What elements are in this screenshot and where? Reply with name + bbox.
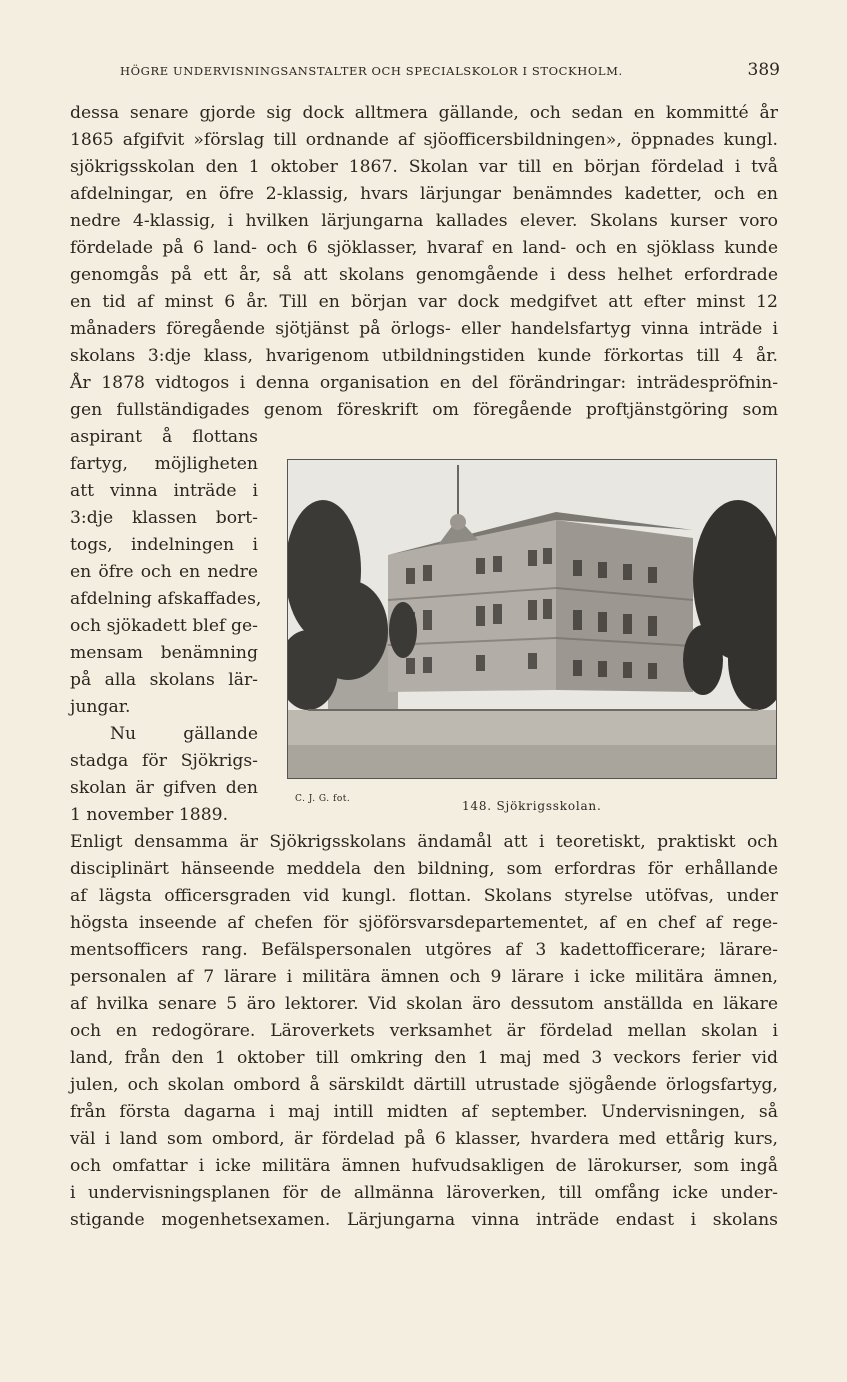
text-line: aspirant å flottans [70, 427, 258, 447]
text-line: julen, och skolan ombord å särskildt därtill utrustade sjögående örlogsfartyg, [70, 1075, 778, 1095]
text-line: nedre 4-klassig, i hvilken lärjungarna kallades elever. Skolans kurser voro [70, 211, 778, 231]
text-line: mensam benämning [70, 643, 258, 663]
text-line: sjökrigsskolan den 1 oktober 1867. Skolan var till en början fördelad i två [70, 157, 778, 177]
text-line: af lägsta officersgraden vid kungl. flottan. Skolans styrelse utöfvas, under [70, 886, 778, 906]
text-line: att vinna inträde i [70, 481, 258, 501]
text-line: högsta inseende af chefen för sjöförsvarsdepartementet, af en chef af rege- [70, 913, 778, 933]
text-line: afdelning afskaffades, [70, 589, 262, 609]
text-line: skolans 3:dje klass, hvarigenom utbildningstiden kunde förkortas till 4 år. [70, 346, 778, 366]
text-line [70, 1234, 778, 1261]
text-line: jungar. [70, 697, 131, 717]
text-line: personalen af 7 lärare i militära ämnen och 9 lärare i icke militära ämnen, [70, 967, 778, 987]
photo-credit: C. J. G. fot. [295, 794, 351, 804]
text-line: dessa senare gjorde sig dock alltmera gällande, och sedan en kommitté år [70, 103, 778, 123]
text-line: afdelningar, en öfre 2-klassig, hvars lärjungar benämndes kadetter, och en [70, 184, 778, 204]
text-line: fartyg, möjligheten [70, 454, 258, 474]
text-line: 3:dje klassen bort- [70, 508, 258, 528]
text-line: genomgås på ett år, så att skolans genomgående i dess helhet erfordrade [70, 265, 778, 285]
text-line: stigande mogenhetsexamen. Lärjungarna vinna inträde endast i skolans [70, 1210, 778, 1230]
text-line: väl i land som ombord, är fördelad på 6 klasser, hvardera med ettårig kurs, [70, 1129, 778, 1149]
running-header [120, 60, 780, 80]
text-line: 1 november 1889. [70, 805, 229, 825]
text-line: togs, indelningen i [70, 535, 258, 555]
text-line: och omfattar i icke militära ämnen hufvudsakligen de lärokurser, som ingå [70, 1156, 778, 1176]
figure-caption: 148. Sjökrigsskolan. [462, 799, 602, 813]
text-line: och en redogörare. Läroverkets verksamhet är fördelad mellan skolan i [70, 1021, 778, 1041]
text-line: och sjökadett blef ge- [70, 616, 258, 636]
text-line: gen fullständigades genom föreskrift om föregående proftjänstgöring som [70, 400, 778, 420]
text-line: en tid af minst 6 år. Till en början var dock medgifvet att efter minst 12 [70, 292, 778, 312]
text-line: af hvilka senare 5 äro lektorer. Vid skolan äro dessutom anställda en läkare [70, 994, 778, 1014]
text-line: fördelade på 6 land- och 6 sjöklasser, hvaraf en land- och en sjöklass kunde [70, 238, 778, 258]
text-line: från första dagarna i maj intill midten af september. Undervisningen, så [70, 1102, 778, 1122]
text-line: 1865 afgifvit »förslag till ordnande af sjöofficersbildningen», öppnades kungl. [70, 130, 778, 150]
page-number: 389 [747, 60, 780, 80]
building-photo [287, 459, 777, 779]
text-line: Nu gällande [110, 724, 258, 744]
text-line: År 1878 vidtogos i denna organisation en del förändringar: inträdespröfnin- [70, 373, 778, 393]
text-line: disciplinärt hänseende meddela den bildning, som erfordras för erhållande [70, 859, 778, 879]
text-line: land, från den 1 oktober till omkring den 1 maj med 3 veckors ferier vid [70, 1048, 778, 1068]
text-line: mentsofficers rang. Befälspersonalen utgöres af 3 kadettofficerare; lärare- [70, 940, 778, 960]
text-line: på alla skolans lär- [70, 670, 258, 690]
text-line: en öfre och en nedre [70, 562, 258, 582]
text-line: månaders föregående sjötjänst på örlogs- eller handelsfartyg vinna inträde i [70, 319, 778, 339]
text-line: skolan är gifven den [70, 778, 258, 798]
text-line: i undervisningsplanen för de allmänna läroverken, till omfång icke under- [70, 1183, 778, 1203]
text-line: stadga för Sjökrigs- [70, 751, 258, 771]
running-title: HÖGRE UNDERVISNINGSANSTALTER OCH SPECIALSKOLOR I STOCKHOLM. [120, 64, 623, 78]
text-line: Enligt densamma är Sjökrigsskolans ändamål att i teoretiskt, praktiskt och [70, 832, 778, 852]
